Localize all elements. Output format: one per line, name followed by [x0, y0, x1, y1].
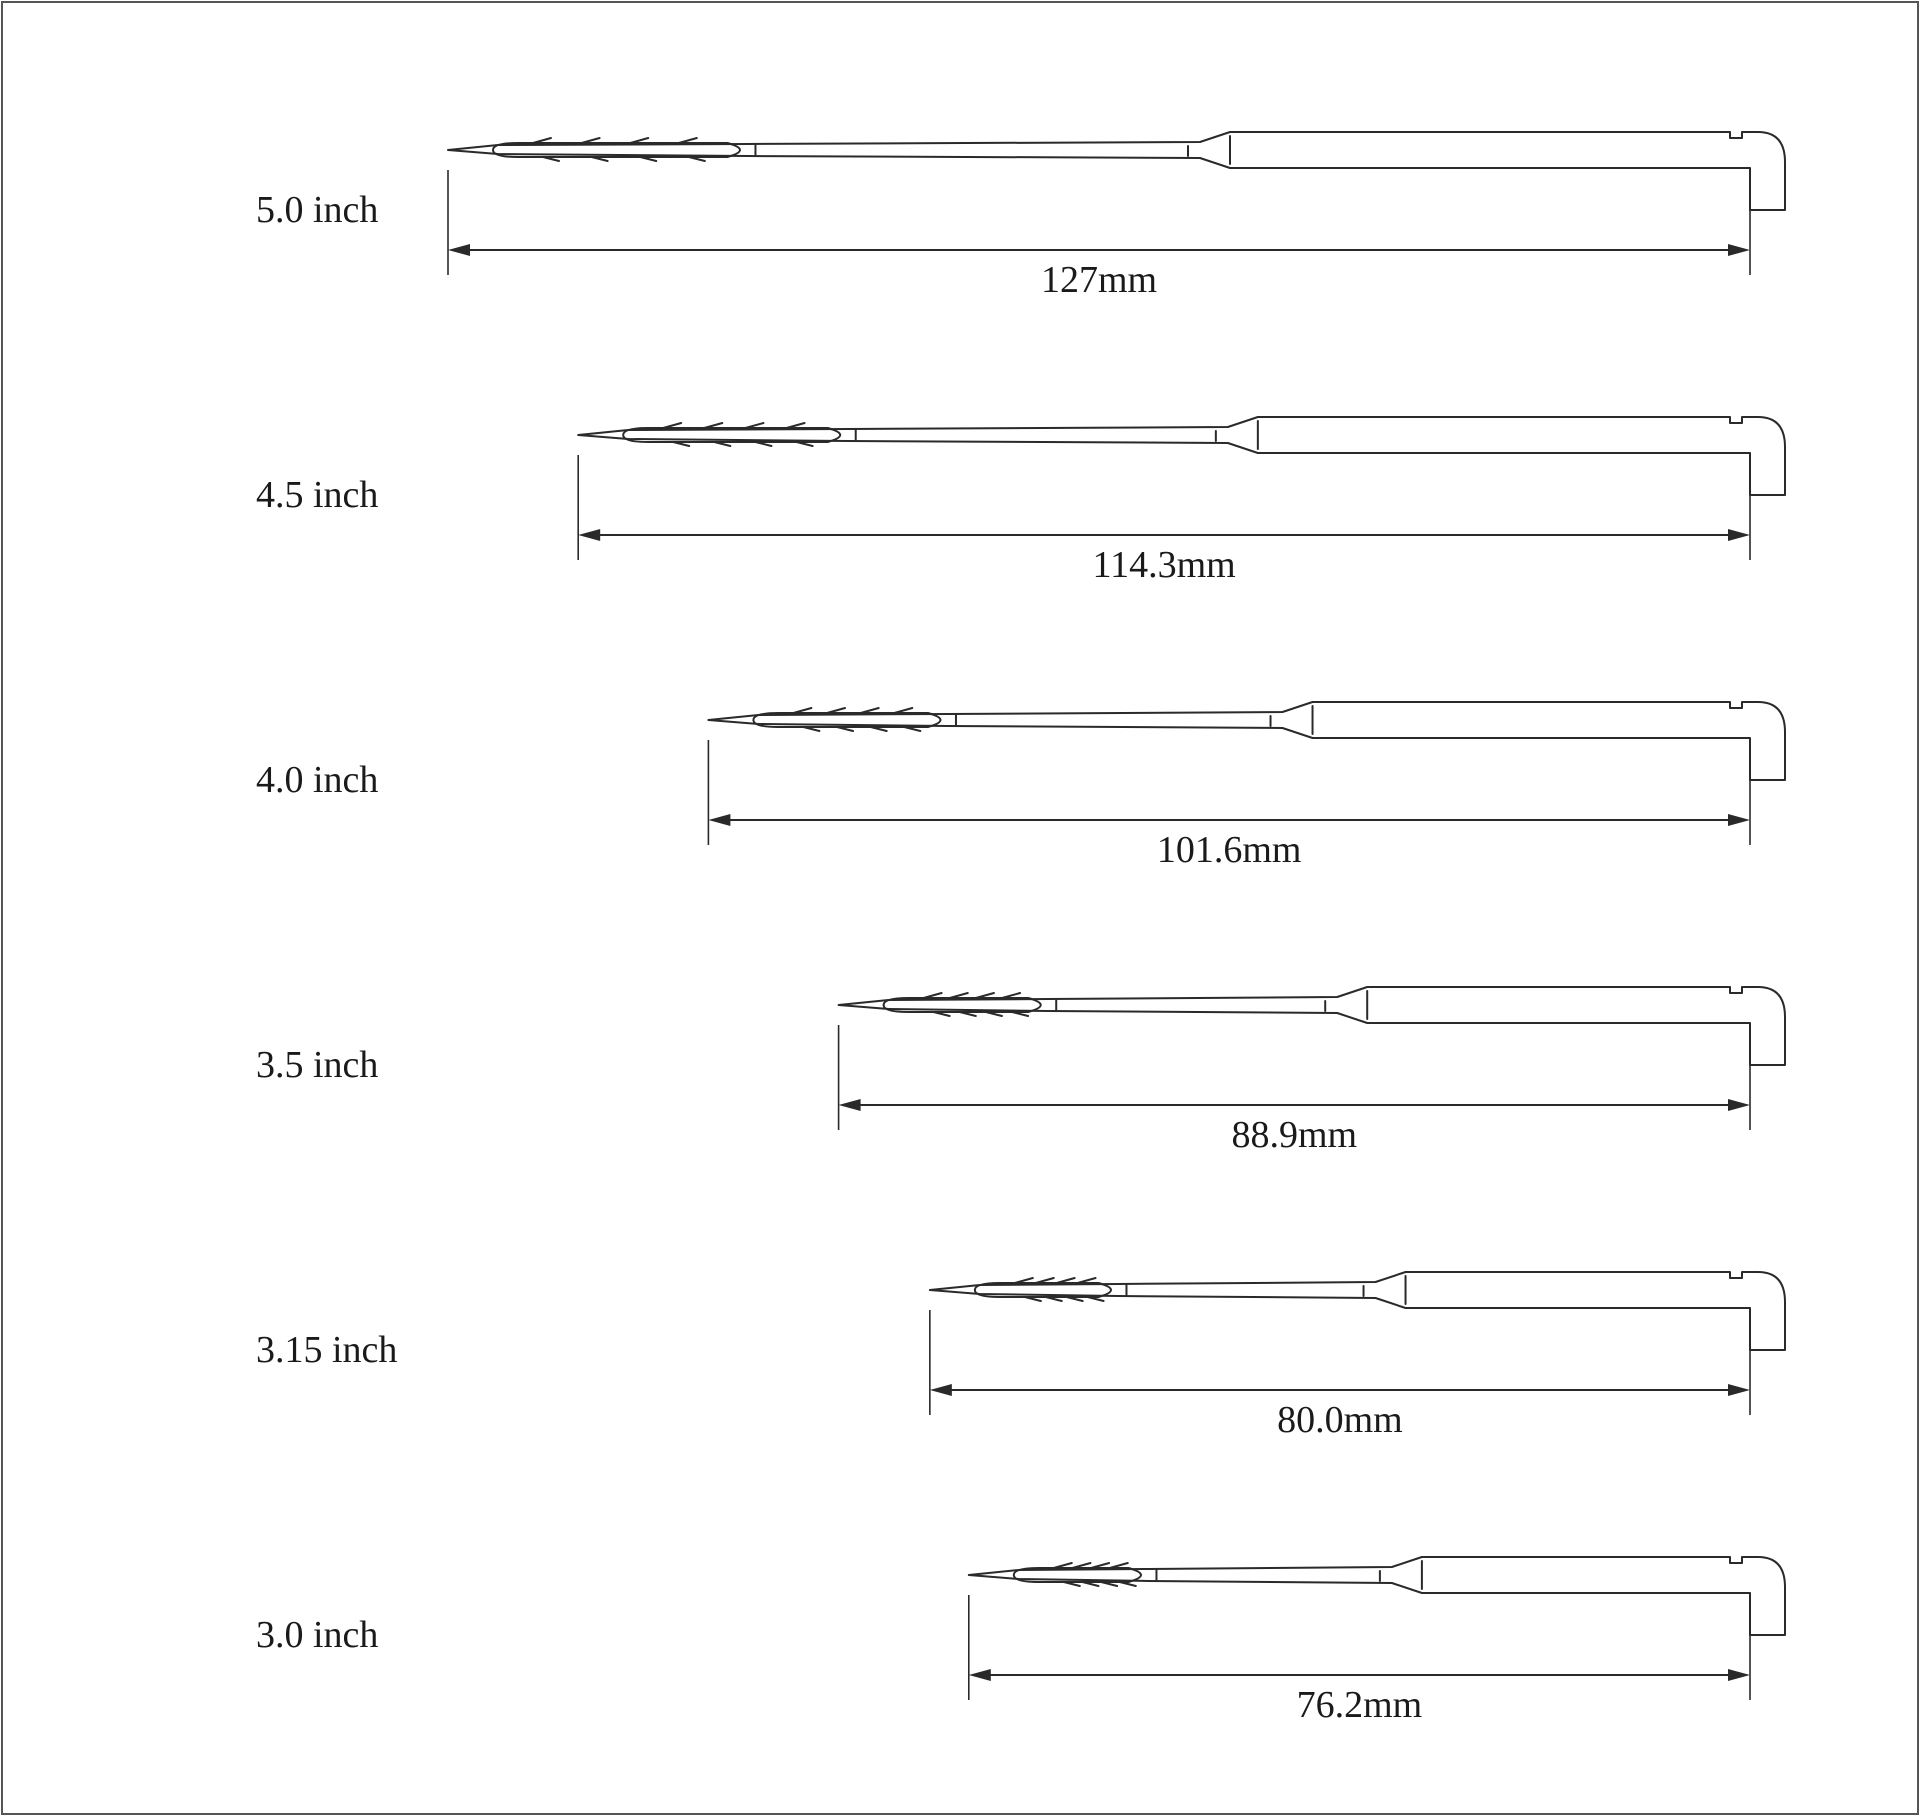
arrowhead-left — [969, 1669, 991, 1681]
arrowhead-left — [708, 814, 730, 826]
needle-length-label: 101.6mm — [1156, 829, 1302, 871]
arrowhead-right — [1728, 1669, 1750, 1681]
arrowhead-left — [578, 529, 600, 541]
needle-row — [256, 702, 1785, 871]
needle-row — [256, 1272, 1785, 1441]
needle-length-label: 114.3mm — [1092, 544, 1236, 586]
arrowhead-right — [1728, 529, 1750, 541]
arrowhead-right — [1728, 1099, 1750, 1111]
felting-needle — [930, 1272, 1785, 1350]
needle-length-label: 127mm — [1040, 259, 1158, 301]
needle-size-label: 4.5 inch — [256, 474, 379, 516]
needle-length-label: 76.2mm — [1296, 1684, 1423, 1726]
needle-row — [256, 417, 1785, 586]
figure-border — [2, 2, 1918, 1814]
felting-needle — [578, 417, 1785, 495]
arrowhead-right — [1728, 244, 1750, 256]
arrowhead-right — [1728, 814, 1750, 826]
needle-row — [256, 987, 1785, 1156]
arrowhead-left — [839, 1099, 861, 1111]
felting-needle — [969, 1557, 1785, 1635]
felting-needle — [448, 132, 1785, 210]
needle-row — [256, 1557, 1785, 1726]
needle-size-label: 3.0 inch — [256, 1614, 379, 1656]
needle-size-label: 5.0 inch — [256, 189, 379, 231]
needle-size-label: 3.5 inch — [256, 1044, 379, 1086]
needle-size-label: 3.15 inch — [256, 1329, 398, 1371]
felting-needle — [839, 987, 1785, 1065]
needle-row — [256, 132, 1785, 301]
needle-rows — [256, 132, 1785, 1726]
needle-length-label: 80.0mm — [1277, 1399, 1403, 1441]
arrowhead-left — [930, 1384, 952, 1396]
needle-length-label: 88.9mm — [1231, 1114, 1358, 1156]
arrowhead-right — [1728, 1384, 1750, 1396]
arrowhead-left — [448, 244, 470, 256]
needle-size-label: 4.0 inch — [256, 759, 379, 801]
felting-needle — [708, 702, 1785, 780]
